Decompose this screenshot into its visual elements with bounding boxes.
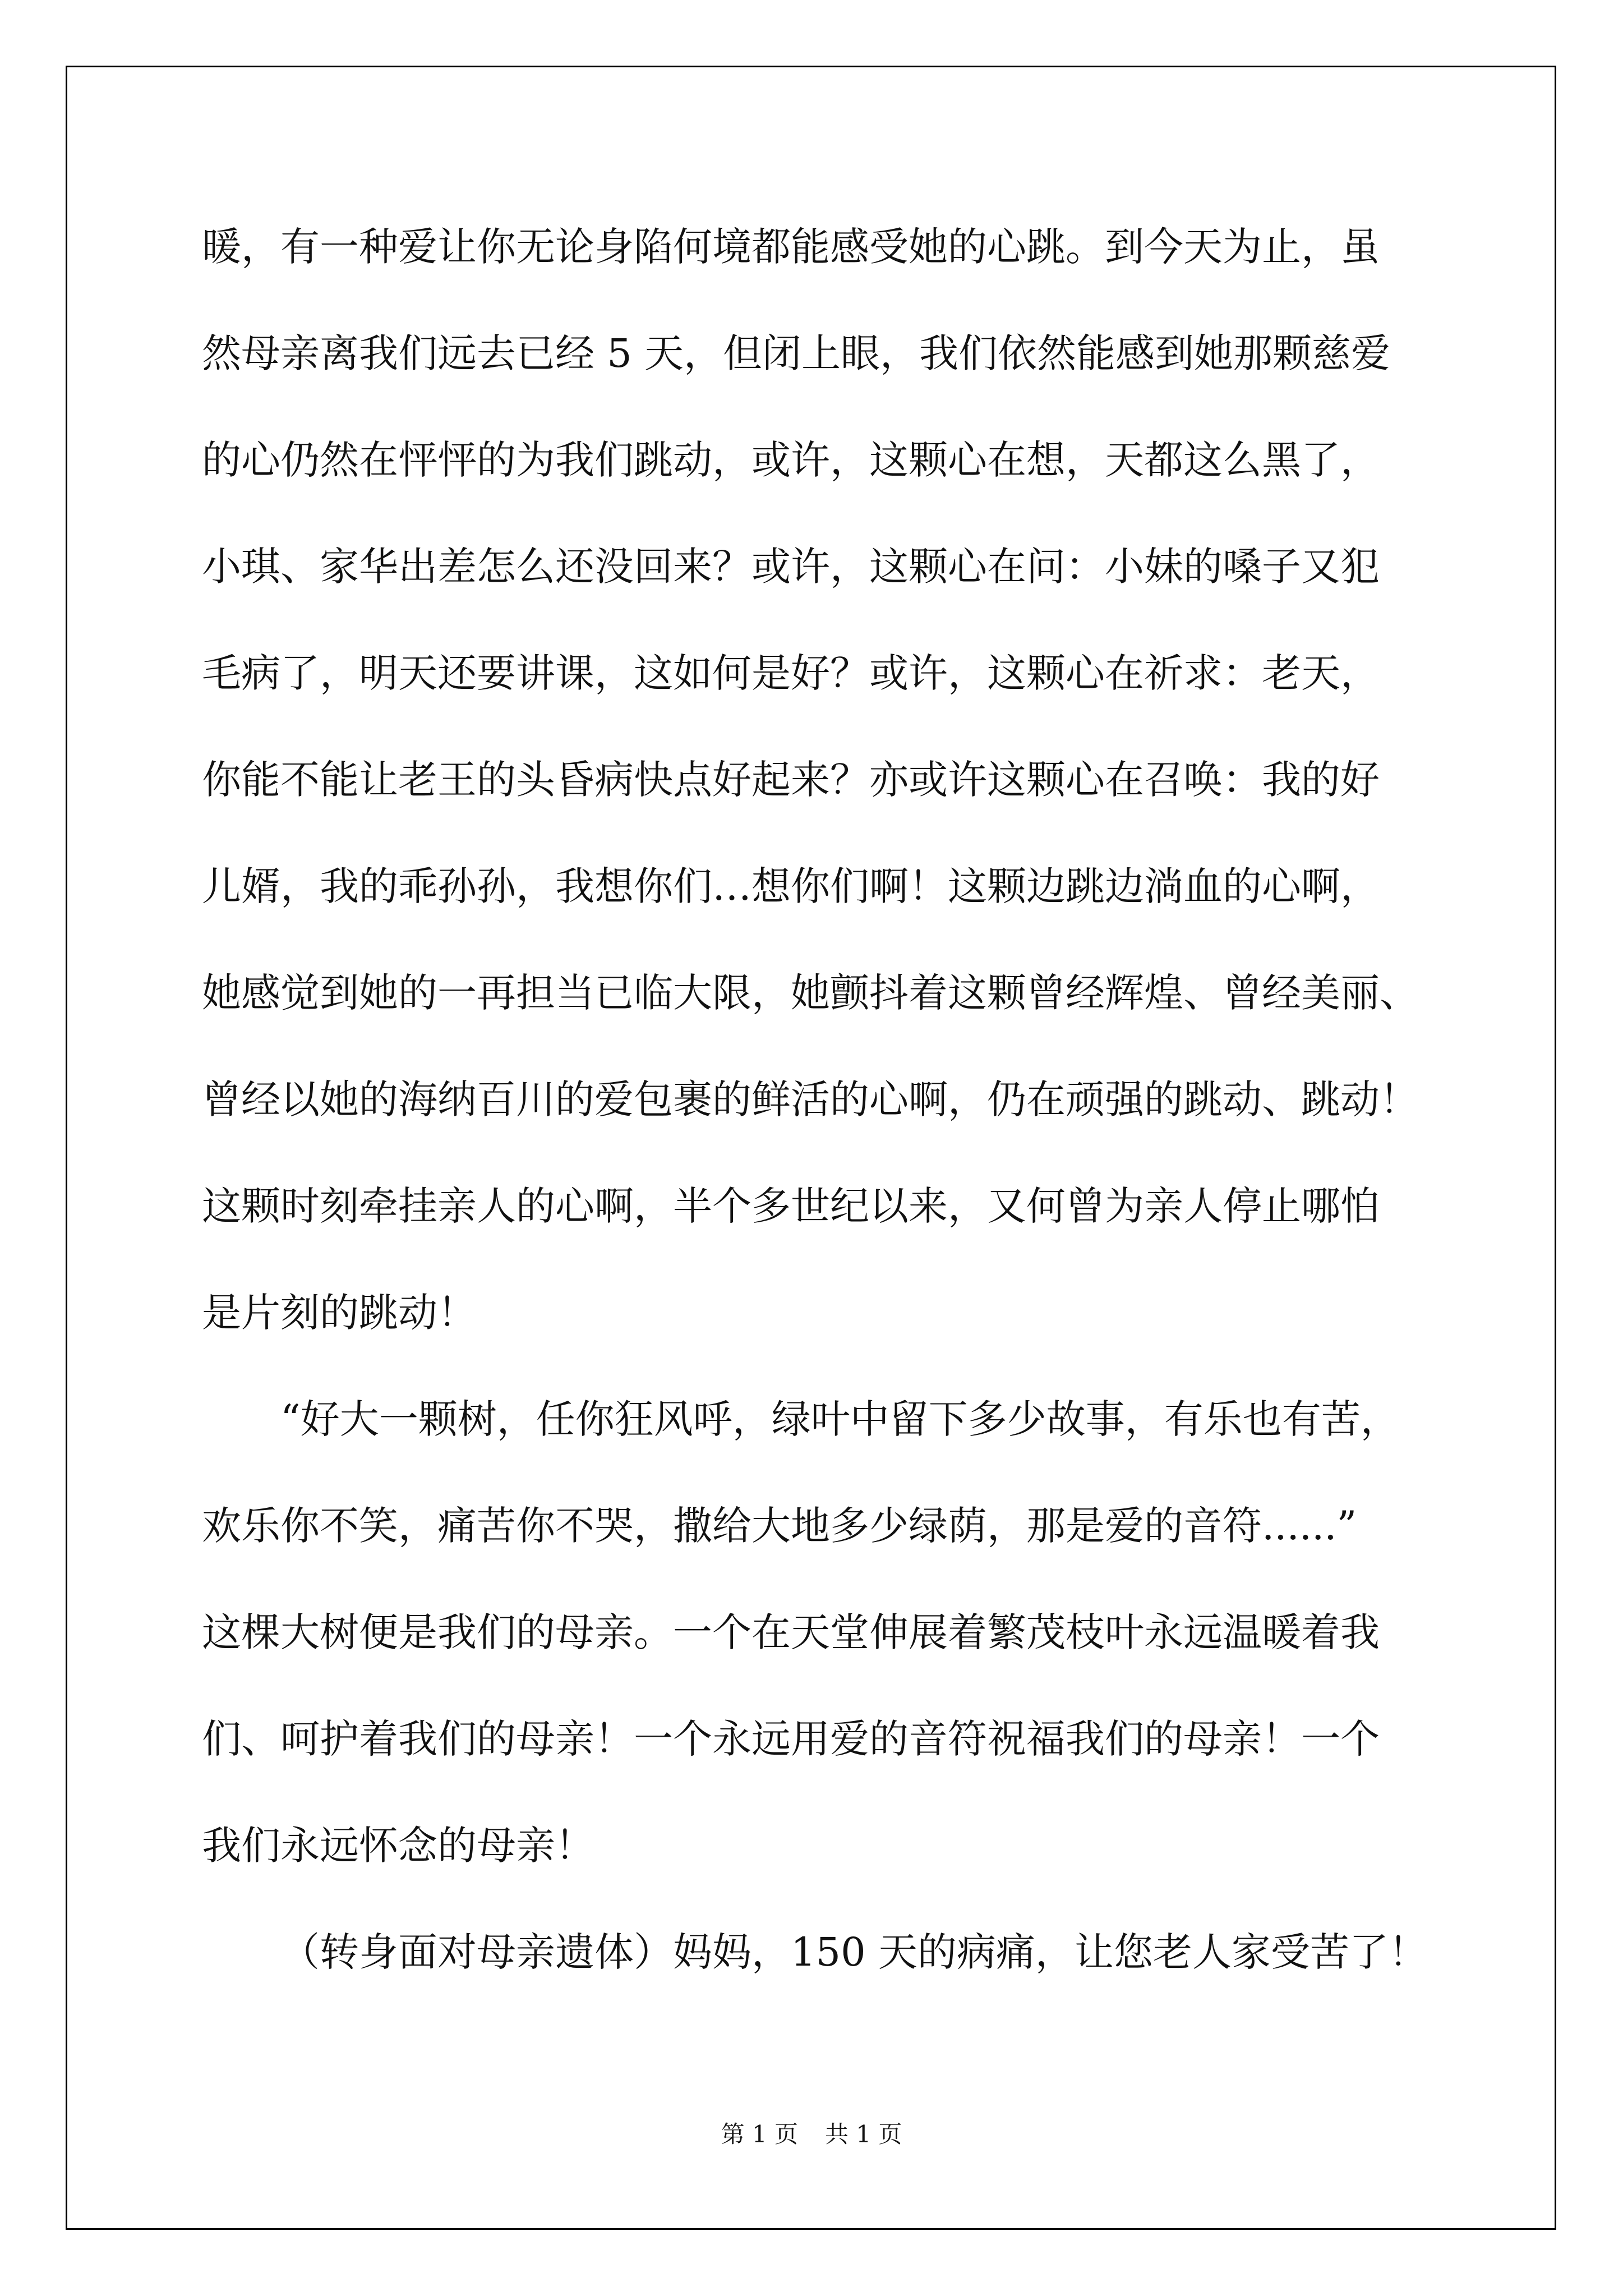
page-border	[66, 66, 1556, 2230]
text-line: 我们永远怀念的母亲！	[202, 1823, 594, 1869]
text-line: 暖，有一种爱让你无论身陷何境都能感受她的心跳。到今天为止，虽	[202, 224, 1380, 270]
page-footer	[0, 2118, 1623, 2151]
text-line: 这颗时刻牵挂亲人的心啊，半个多世纪以来，又何曾为亲人停止哪怕	[202, 1183, 1380, 1229]
text-line: 们、呵护着我们的母亲！一个永远用爱的音符祝福我们的母亲！一个	[202, 1716, 1380, 1762]
text-line: 毛病了，明天还要讲课，这如何是好？或许，这颗心在祈求：老天，	[202, 650, 1380, 696]
text-line: 然母亲离我们远去已经 5 天，但闭上眼，我们依然能感到她那颗慈爱	[202, 330, 1391, 376]
text-line: 儿婿，我的乖孙孙，我想你们…想你们啊！这颗边跳边淌血的心啊，	[202, 863, 1380, 909]
text-line: “好大一颗树，任你狂风呼，绿叶中留下多少故事，有乐也有苦，	[280, 1396, 1400, 1442]
page-total: 共 1 页	[825, 2120, 902, 2148]
text-line: 她感觉到她的一再担当已临大限，她颤抖着这颗曾经辉煌、曾经美丽、	[202, 970, 1419, 1016]
text-line: 这棵大树便是我们的母亲。一个在天堂伸展着繁茂枝叶永远温暖着我	[202, 1609, 1380, 1655]
text-line: 的心仍然在怦怦的为我们跳动，或许，这颗心在想，天都这么黑了，	[202, 437, 1380, 483]
text-line: 是片刻的跳动！	[202, 1290, 477, 1336]
text-line: 欢乐你不笑，痛苦你不哭，撒给大地多少绿荫，那是爱的音符......”	[202, 1503, 1357, 1549]
text-line: 曾经以她的海纳百川的爱包裹的鲜活的心啊，仍在顽强的跳动、跳动！	[202, 1076, 1419, 1122]
text-line: （转身面对母亲遗体）妈妈，150 天的病痛，让您老人家受苦了！	[280, 1929, 1428, 1975]
page-number: 第 1 页	[721, 2120, 798, 2148]
text-line: 小琪、家华出差怎么还没回来？或许，这颗心在问：小妹的嗓子又犯	[202, 544, 1380, 590]
text-line: 你能不能让老王的头昏病快点好起来？亦或许这颗心在召唤：我的好	[202, 757, 1380, 803]
